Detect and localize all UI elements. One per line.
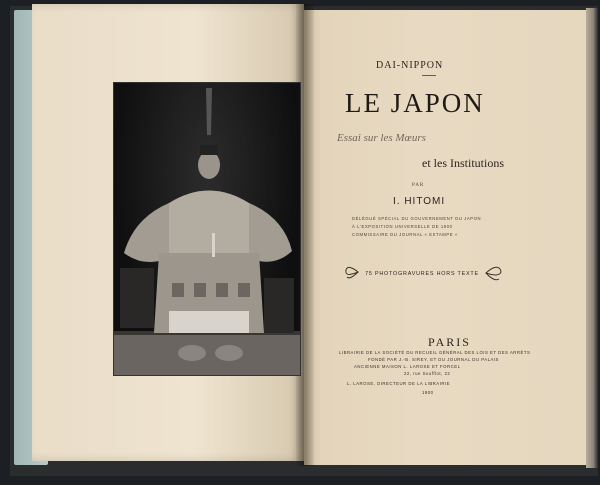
ornament-right-icon: [484, 262, 504, 284]
right-page: [304, 10, 587, 465]
subtitle-line-1: Essai sur les Mœurs: [337, 132, 426, 144]
publication-year: 1900: [422, 390, 434, 395]
page-edges: [586, 8, 598, 468]
publisher-line: 22, rue Soufflot, 22: [404, 371, 451, 376]
author-credit: DÉLÉGUÉ SPÉCIAL DU GOUVERNEMENT DU JAPON: [352, 216, 482, 221]
publisher-line: ANCIENNE MAISON L. LAROSE ET FORCEL: [354, 364, 461, 369]
publisher-line: LIBRAIRIE DE LA SOCIÉTÉ DU RECUEIL GÉNÉRAL DES LOIS ET DES ARRÊTS: [339, 350, 531, 355]
city: PARIS: [428, 335, 471, 349]
author-credit: À L'EXPOSITION UNIVERSELLE DE 1900: [352, 224, 453, 229]
by-label: PAR: [412, 183, 425, 188]
publisher-line: L. LAROSE, DIRECTEUR DE LA LIBRAIRIE: [347, 381, 451, 386]
seated-figure-illustration: [114, 83, 300, 375]
author-credit: COMMISSAIRE DU JOURNAL « ESTAMPE »: [352, 232, 458, 237]
subtitle-line-2: et les Institutions: [422, 156, 504, 170]
series-rule: [422, 75, 436, 76]
book-title: LE JAPON: [345, 88, 485, 118]
publisher-line: FONDÉ PAR J.-B. SIREY, ET DU JOURNAL DU PALAIS: [368, 357, 499, 362]
author-name: I. HITOMI: [393, 196, 446, 207]
series-title: DAI-NIPPON: [376, 60, 444, 71]
frontispiece-photo: [113, 82, 301, 376]
photogravures-note: 75 PHOTOGRAVURES HORS TEXTE: [365, 271, 479, 277]
